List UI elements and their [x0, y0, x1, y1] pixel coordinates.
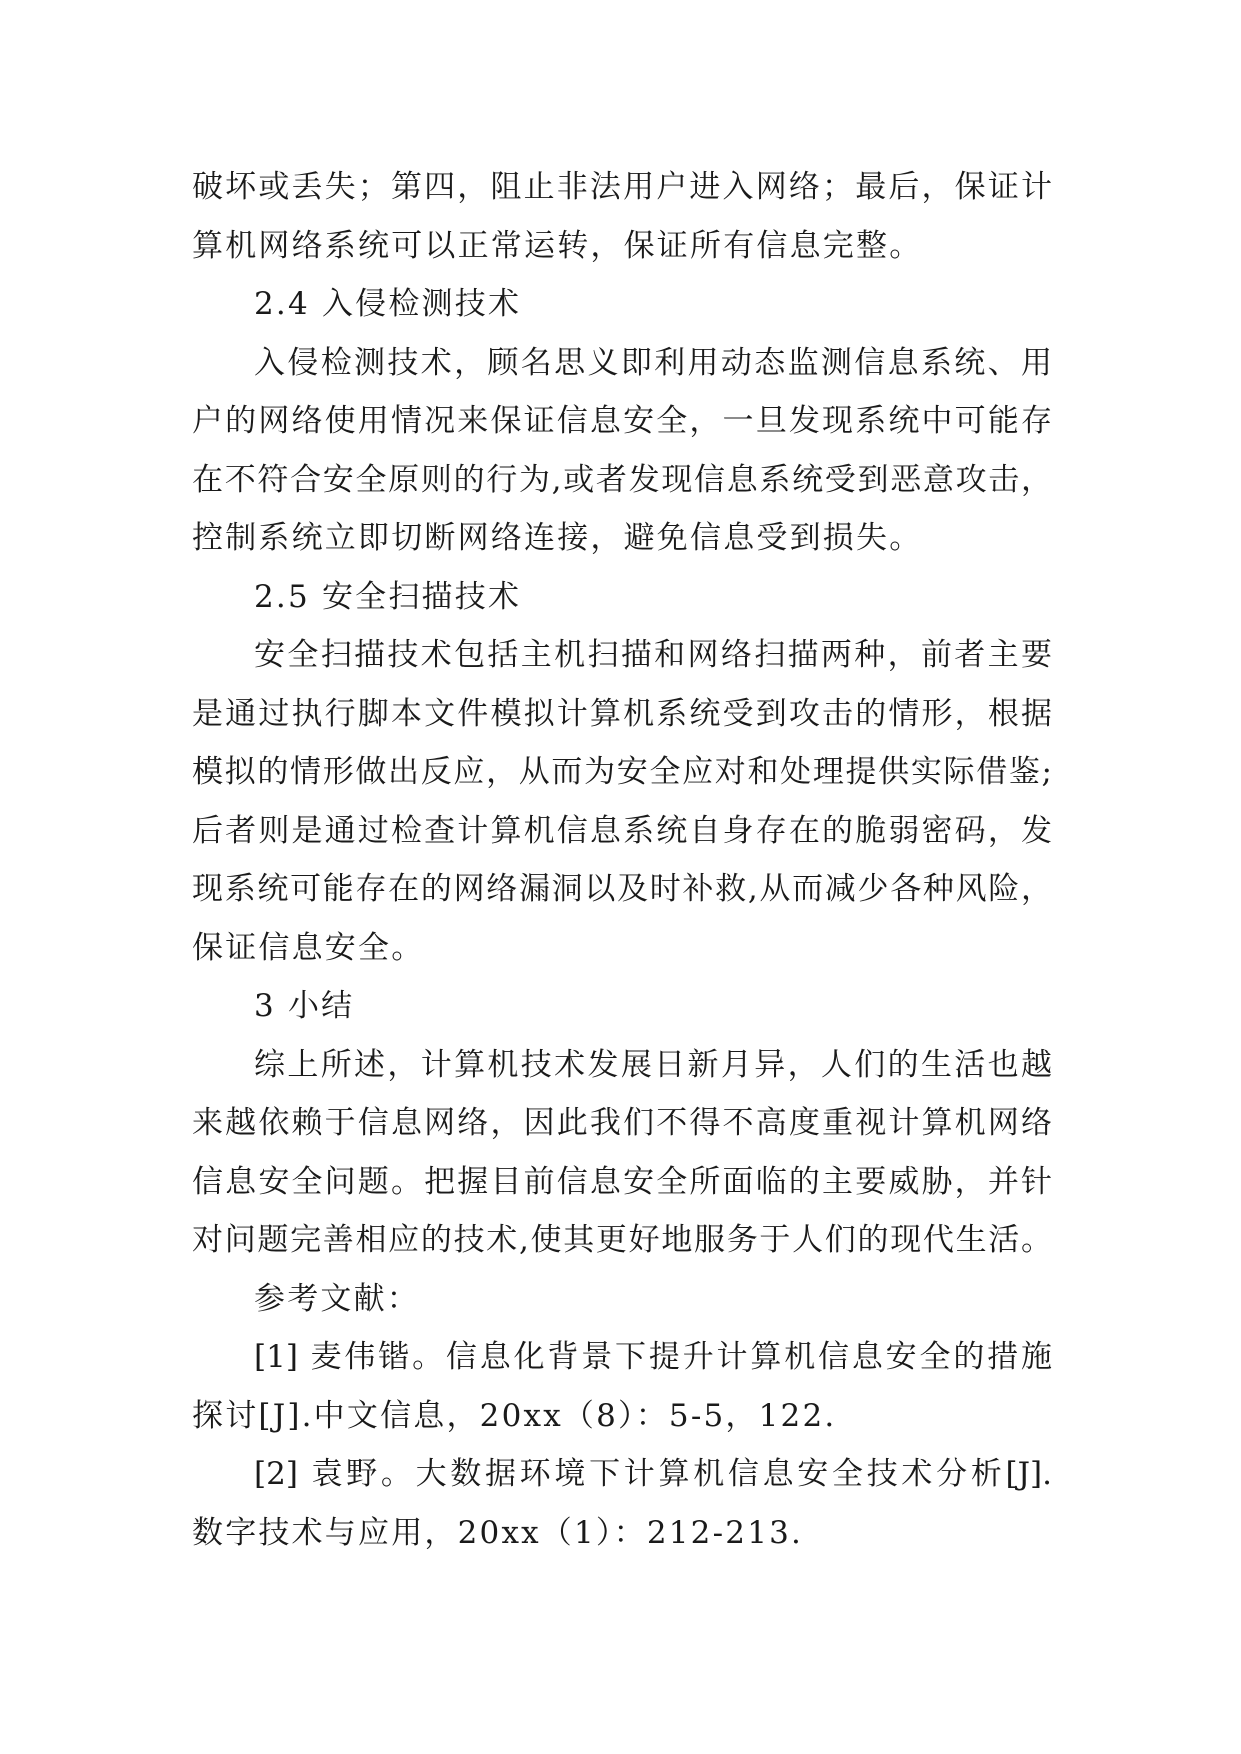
text-line: 控制系统立即切断网络连接，避免信息受到损失。 [192, 520, 923, 556]
text-line: 后者则是通过检查计算机信息系统自身存在的脆弱密码，发 [192, 812, 1052, 849]
text-line: 来越依赖于信息网络，因此我们不得不高度重视计算机网络 [192, 1105, 1052, 1141]
text-line: 3 小结 [254, 988, 355, 1024]
text-line: 2.4 入侵检测技术 [254, 286, 522, 322]
text-line: 保证信息安全。 [192, 929, 425, 966]
text-line: 在不符合安全原则的行为,或者发现信息系统受到恶意攻击， [192, 461, 1052, 498]
text-line: 数字技术与应用，20xx（1）：212-213. [192, 1514, 804, 1551]
text-line: 信息安全问题。把握目前信息安全所面临的主要威胁，并针 [192, 1163, 1052, 1200]
text-line: 破坏或丢失；第四，阻止非法用户进入网络；最后，保证计 [192, 169, 1052, 205]
text-line: 是通过执行脚本文件模拟计算机系统受到攻击的情形，根据 [192, 695, 1052, 732]
text-line: [1] 麦伟锴。信息化背景下提升计算机信息安全的措施 [254, 1339, 1052, 1375]
body-text [192, 158, 1052, 1562]
text-line: 入侵检测技术，顾名思义即利用动态监测信息系统、用 [254, 344, 1052, 381]
text-line: 现系统可能存在的网络漏洞以及时补救,从而减少各种风险， [192, 871, 1052, 907]
text-line: [2] 袁野。大数据环境下计算机信息安全技术分析[J]. [254, 1456, 1052, 1492]
text-line: 模拟的情形做出反应，从而为安全应对和处理提供实际借鉴; [192, 754, 1052, 790]
text-line: 算机网络系统可以正常运转，保证所有信息完整。 [192, 227, 923, 264]
text-line: 对问题完善相应的技术,使其更好地服务于人们的现代生活。 [192, 1222, 1052, 1258]
text-line: 户的网络使用情况来保证信息安全，一旦发现系统中可能存 [192, 403, 1052, 439]
text-line: 安全扫描技术包括主机扫描和网络扫描两种，前者主要 [254, 637, 1052, 673]
text-line: 探讨[J].中文信息，20xx（8）：5-5，122. [192, 1397, 837, 1434]
text-line: 参考文献： [254, 1280, 420, 1317]
text-line: 2.5 安全扫描技术 [254, 578, 522, 615]
text-line: 综上所述，计算机技术发展日新月异，人们的生活也越 [254, 1046, 1052, 1083]
